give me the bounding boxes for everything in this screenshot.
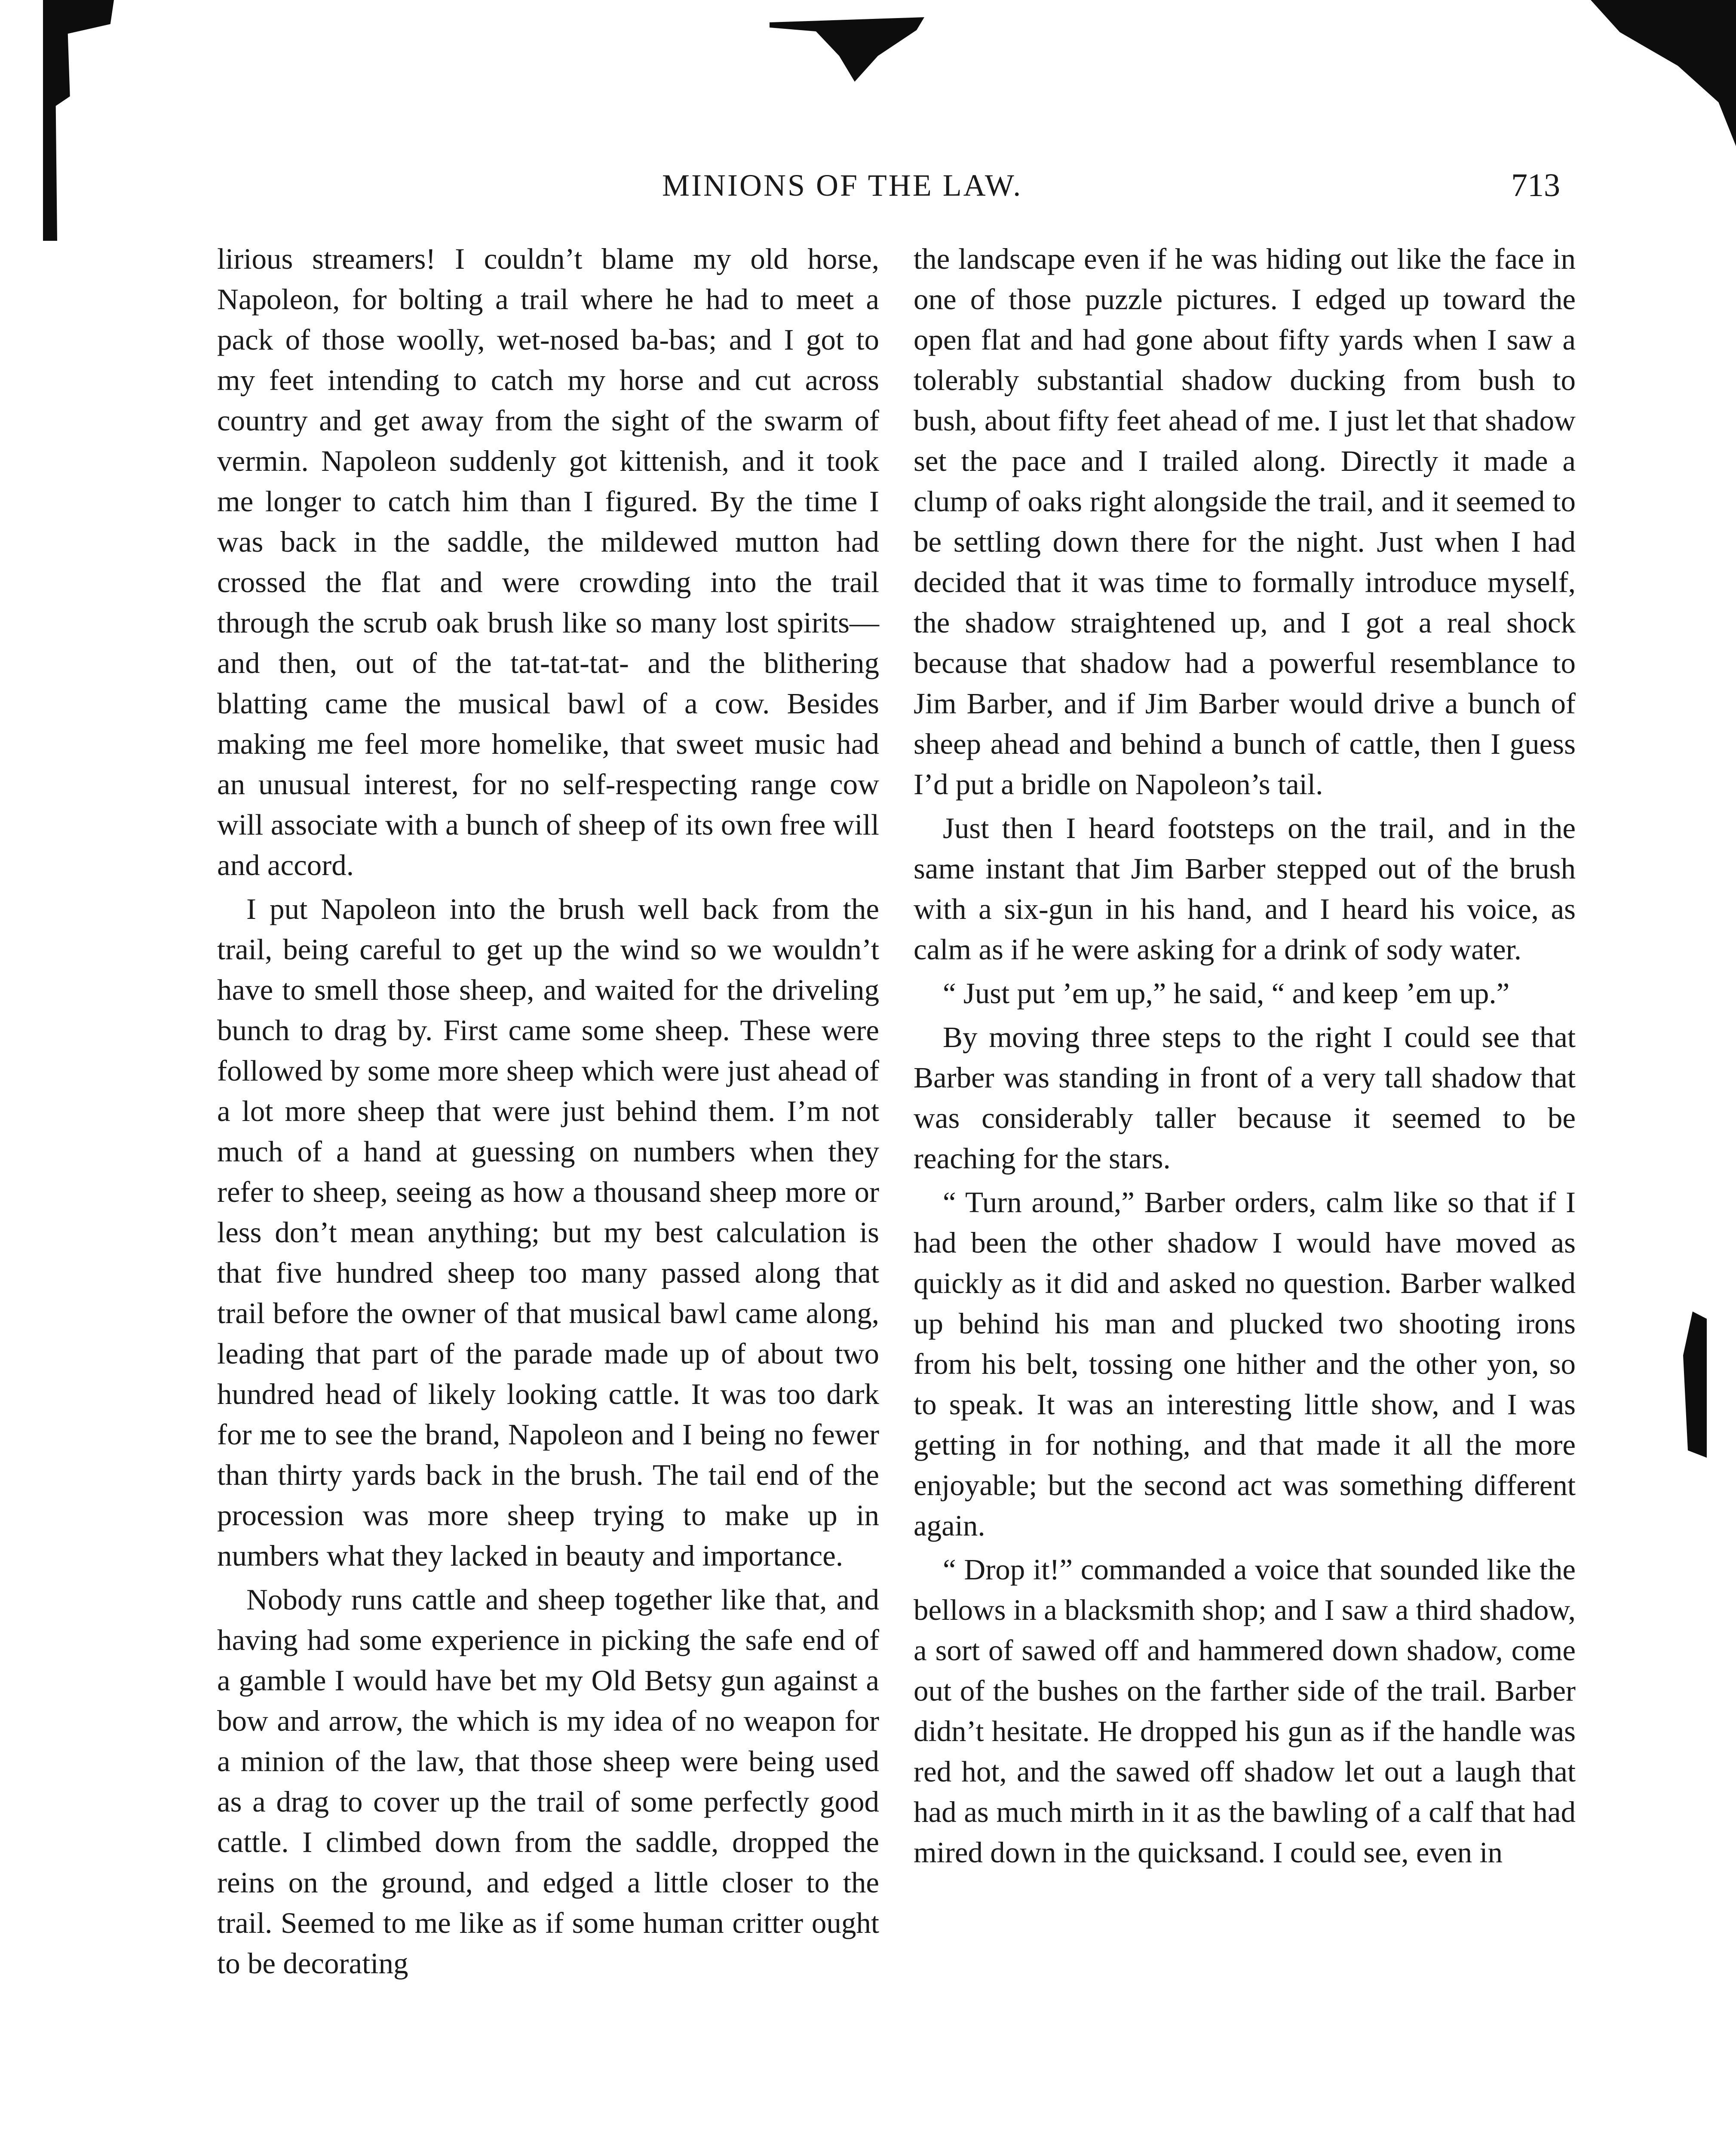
scan-edge-artifact xyxy=(1683,1312,1707,1458)
running-head: MINIONS OF THE LAW. xyxy=(662,168,1023,203)
paragraph: “ Turn around,” Barber orders, calm like so that if I had been the other shadow I would have moved as quickly as it did and asked no question. Barber walked up behind his man and plucked two shooting irons from his belt, tossing one hither and the other yon, so to speak. It was an interesting little show, and I was getting in for nothing, and that made it all the more enjoyable; but the second act was something different again. xyxy=(914,1186,1576,1542)
paragraph: the landscape even if he was hiding out like the face in one of those puzzle pictures. I edged up toward the open flat and had gone about fifty yards when I saw a tolerably substantial shadow ducking from bush to bush, about fifty feet ahead of me. I just let that shadow set the pace and I trailed along. Directly it made a clump of oaks right alongside the trail, and it seemed to be settling down there for the night. Just when I had decided that it was time to formally introduce myself, the shadow straightened up, and I got a real shock because that shadow had a powerful resemblance to Jim Barber, and if Jim Barber would drive a bunch of sheep ahead and behind a bunch of cattle, then I guess I’d put a bridle on Napoleon’s tail. xyxy=(914,243,1576,801)
paragraph: “ Just put ’em up,” he said, “ and keep ’em up.” xyxy=(943,977,1510,1010)
paragraph: Nobody runs cattle and sheep together like that, and having had some experience in picking the safe end of a gamble I would have bet my Old Betsy gun against a bow and arrow, the which is my idea of no weapon for a minion of the law, that those sheep were being used as a drag to cover up the trail of some perfectly good cattle. I climbed down from the saddle, dropped the reins on the ground, and edged a little closer to the trail. Seemed to me like as if some human critter ought to be decorating xyxy=(217,1583,879,1980)
scan-edge-artifact xyxy=(43,0,114,241)
paragraph: Just then I heard footsteps on the trail, and in the same instant that Jim Barber stepped out of the brush with a six-gun in his hand, and I heard his voice, as calm as if he were asking for a drink of sody water. xyxy=(914,812,1576,966)
page-number: 713 xyxy=(1511,167,1560,203)
right-column xyxy=(914,239,1576,2150)
scan-edge-artifact xyxy=(1591,0,1736,146)
paragraph: I put Napoleon into the brush well back from the trail, being careful to get up the wind so we wouldn’t have to smell those sheep, and waited for the driveling bunch to drag by. First came some sheep. These were followed by some more sheep which were just ahead of a lot more sheep that were just behind them. I’m not much of a hand at guessing on numbers when they refer to sheep, seeing as how a thousand sheep more or less don’t mean anything; but my best calculation is that five hundred sheep too many passed along that trail before the owner of that musical bawl came along, leading that part of the parade made up of about two hundred head of likely looking cattle. It was too dark for me to see the brand, Napoleon and I being no fewer than thirty yards back in the brush. The tail end of the procession was more sheep trying to make up in numbers what they lacked in beauty and importance. xyxy=(217,893,879,1572)
paragraph: By moving three steps to the right I could see that Barber was standing in front of a very tall shadow that was considerably taller because it seemed to be reaching for the stars. xyxy=(914,1021,1576,1175)
left-column xyxy=(217,239,879,2150)
scan-edge-artifact xyxy=(770,17,924,82)
paragraph: “ Drop it!” commanded a voice that sounded like the bellows in a blacksmith shop; and I saw a third shadow, a sort of sawed off and hammered down shadow, come out of the bushes on the farther side of the trail. Barber didn’t hesitate. He dropped his gun as if the handle was red hot, and the sawed off shadow let out a laugh that had as much mirth in it as the bawling of a calf that had mired down in the quicksand. I could see, even in xyxy=(914,1553,1576,1869)
paragraph: lirious streamers! I couldn’t blame my old horse, Napoleon, for bolting a trail where he had to meet a pack of those woolly, wet-nosed ba-bas; and I got to my feet intending to catch my horse and cut across country and get away from the sight of the swarm of vermin. Napoleon suddenly got kittenish, and it took me longer to catch him than I figured. By the time I was back in the saddle, the mildewed mutton had crossed the flat and were crowding into the trail through the scrub oak brush like so many lost spirits—and then, out of the tat-tat-tat- and the blithering blatting came the musical bawl of a cow. Besides making me feel more homelike, that sweet music had an unusual interest, for no self-respecting range cow will associate with a bunch of sheep of its own free will and accord. xyxy=(217,243,879,882)
